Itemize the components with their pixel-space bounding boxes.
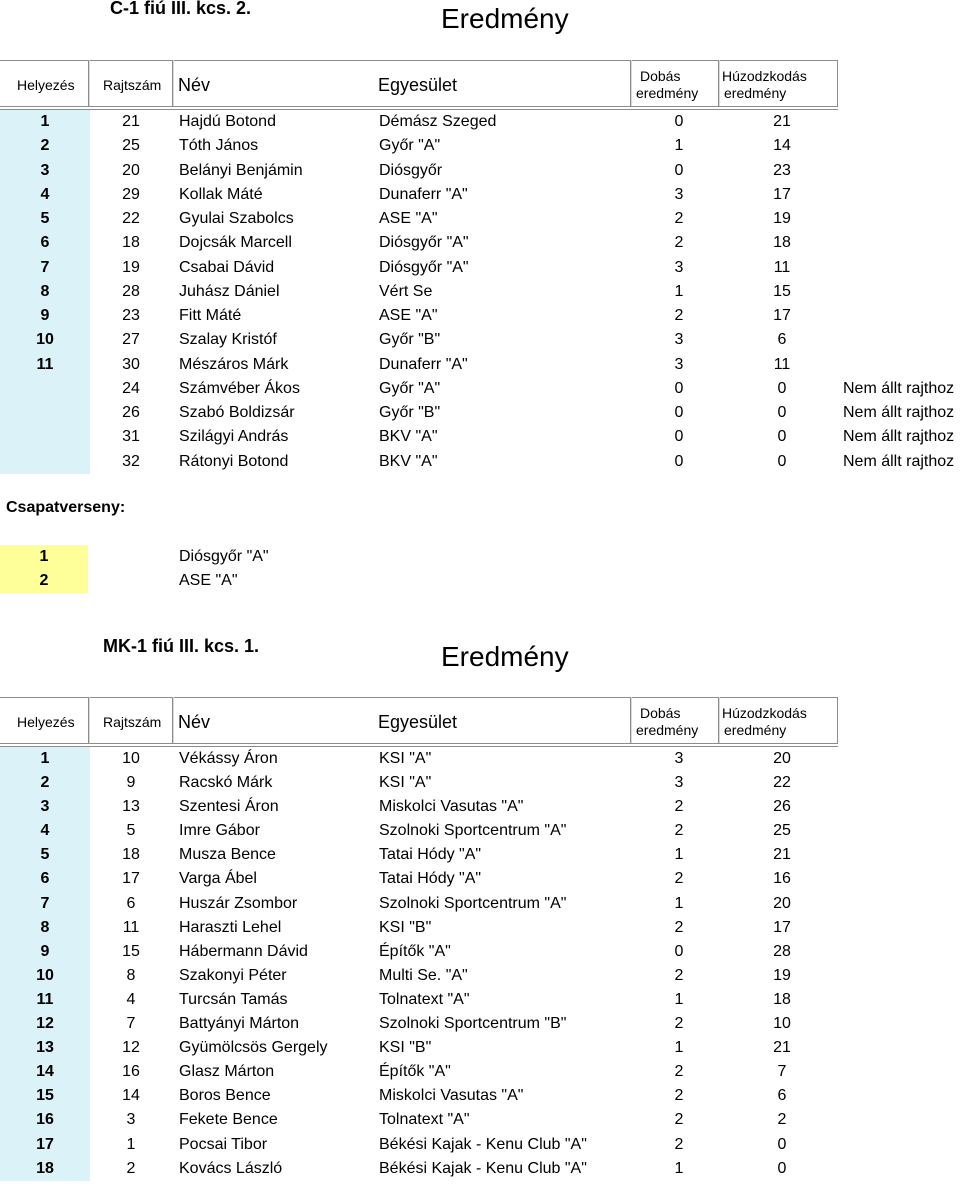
pullup-result-cell: 11 (773, 355, 791, 373)
bib-number-cell: 5 (126, 822, 136, 840)
competitor-name-cell: Gyümölcsös Gergely (179, 1039, 328, 1057)
pullup-result-cell: 2 (777, 1111, 787, 1129)
table-row (0, 134, 960, 158)
category-title: C-1 fiú III. kcs. 2. (110, 0, 252, 18)
placement-cell: 8 (40, 918, 50, 936)
column-header-throw-result (636, 68, 698, 102)
throw-result-cell: 1 (674, 990, 684, 1008)
pullup-result-cell: 21 (773, 113, 791, 130)
club-cell: ASE "A" (379, 307, 438, 324)
bib-number-cell: 26 (122, 404, 140, 421)
competitor-name-cell: Boros Bence (179, 1087, 271, 1105)
throw-result-cell: 0 (674, 428, 684, 446)
pullup-result-cell: 19 (773, 210, 791, 227)
team-results (0, 545, 500, 593)
bib-number-cell: 13 (122, 798, 140, 816)
results-heading: Eredmény (441, 3, 569, 34)
table-header (0, 60, 838, 110)
placement-cell: 5 (40, 210, 50, 227)
club-cell: KSI "A" (379, 750, 432, 767)
column-header-club: Egyesület (378, 75, 458, 95)
competitor-name-cell: Szakonyi Péter (179, 966, 287, 984)
placement-cell: 16 (36, 1111, 54, 1129)
club-cell: KSI "B" (379, 1039, 432, 1057)
column-header-throw-result (636, 705, 698, 739)
bib-number-cell: 4 (126, 990, 136, 1008)
club-cell: Démász Szeged (379, 113, 497, 130)
pullup-result-cell: 21 (773, 846, 791, 864)
throw-result-cell: 2 (674, 307, 684, 324)
placement-cell: 1 (40, 750, 50, 767)
status-note-cell: Nem állt rajthoz (843, 452, 955, 470)
table-body (0, 747, 960, 1181)
column-header-pullup-result (722, 705, 807, 739)
table-row (0, 1036, 960, 1060)
competitor-name-cell: Tóth János (179, 137, 259, 155)
pullup-result-cell: 10 (773, 1015, 791, 1033)
header-divider (719, 60, 720, 107)
column-header-bib-number: Rajtszám (103, 714, 162, 730)
competitor-name-cell: Huszár Zsombor (179, 894, 298, 912)
competitor-name-cell: Pocsai Tibor (179, 1135, 268, 1153)
column-header-throw-line2: eredmény (636, 85, 699, 101)
table-row (0, 819, 960, 843)
competitor-name-cell: Szabó Boldizsár (179, 404, 295, 421)
throw-result-cell: 0 (674, 161, 684, 179)
bib-number-cell: 2 (126, 1159, 136, 1177)
table-row (0, 988, 960, 1012)
team-placement-cell: 1 (0, 545, 88, 569)
results-heading: Eredmény (441, 641, 569, 672)
bib-number-cell: 17 (122, 870, 140, 888)
header-divider (89, 697, 90, 744)
competitor-name-cell: Racskó Márk (179, 774, 273, 792)
placement-cell: 12 (36, 1015, 54, 1033)
pullup-result-cell: 0 (777, 452, 787, 470)
bib-number-cell: 31 (122, 428, 140, 446)
club-cell: Békési Kajak - Kenu Club "A" (379, 1135, 587, 1153)
pullup-result-cell: 18 (773, 990, 791, 1008)
throw-result-cell: 1 (674, 894, 684, 912)
competitor-name-cell: Fitt Máté (179, 307, 242, 324)
column-header-throw-line1: Dobás (640, 68, 681, 84)
placement-cell: 7 (40, 894, 50, 912)
placement-cell: 3 (40, 161, 50, 179)
throw-result-cell: 2 (674, 1015, 684, 1033)
club-cell: Dunaferr "A" (379, 185, 468, 203)
bib-number-cell: 18 (122, 234, 140, 252)
competitor-name-cell: Csabai Dávid (179, 258, 275, 276)
pullup-result-cell: 0 (777, 428, 787, 446)
table-row (0, 231, 960, 255)
results-table (0, 60, 960, 474)
club-cell: Tatai Hódy "A" (379, 846, 482, 864)
pullup-result-cell: 26 (773, 798, 791, 816)
placement-cell: 15 (36, 1087, 54, 1105)
throw-result-cell: 2 (674, 798, 684, 816)
club-cell: Győr "A" (379, 137, 441, 155)
table-row (0, 207, 960, 231)
throw-result-cell: 3 (674, 185, 684, 203)
pullup-result-cell: 21 (773, 1039, 791, 1057)
table-row (0, 964, 960, 988)
bib-number-cell: 18 (122, 846, 140, 864)
placement-cell: 10 (36, 331, 54, 349)
placement-cell: 2 (40, 774, 50, 792)
throw-result-cell: 1 (674, 846, 684, 864)
throw-result-cell: 3 (674, 774, 684, 792)
club-cell: Szolnoki Sportcentrum "A" (379, 894, 567, 912)
club-cell: KSI "A" (379, 774, 432, 792)
placement-cell: 4 (40, 822, 50, 840)
placement-cell: 2 (40, 137, 50, 155)
placement-cell: 17 (36, 1135, 54, 1153)
table-row (0, 110, 960, 134)
club-cell: BKV "A" (379, 452, 438, 470)
club-cell: Tatai Hódy "A" (379, 870, 482, 888)
placement-cell: 11 (36, 355, 54, 373)
placement-cell: 13 (36, 1039, 54, 1057)
bib-number-cell: 7 (126, 1015, 136, 1033)
club-cell: Multi Se. "A" (379, 966, 468, 984)
pullup-result-cell: 14 (773, 137, 791, 155)
placement-cell: 5 (40, 846, 50, 864)
throw-result-cell: 2 (674, 870, 684, 888)
team-row (0, 569, 500, 593)
club-cell: Miskolci Vasutas "A" (379, 798, 524, 816)
club-cell: Tolnatext "A" (379, 990, 470, 1008)
pullup-result-cell: 23 (773, 161, 791, 179)
table-body (0, 110, 960, 474)
bib-number-cell: 8 (126, 966, 136, 984)
competitor-name-cell: Belányi Benjámin (179, 161, 303, 179)
bib-number-cell: 23 (122, 307, 140, 324)
bib-number-cell: 1 (126, 1135, 136, 1153)
pullup-result-cell: 17 (773, 185, 791, 203)
bib-number-cell: 20 (122, 161, 140, 179)
club-cell: Békési Kajak - Kenu Club "A" (379, 1159, 587, 1177)
pullup-result-cell: 17 (773, 307, 791, 324)
column-header-name: Név (178, 75, 211, 95)
throw-result-cell: 0 (674, 452, 684, 470)
pullup-result-cell: 25 (773, 822, 791, 840)
table-row (0, 867, 960, 891)
column-header-name: Név (178, 712, 211, 732)
placement-cell: 8 (40, 282, 50, 300)
table-row (0, 377, 960, 401)
club-cell: Diósgyőr "A" (379, 258, 469, 276)
competitor-name-cell: Fekete Bence (179, 1111, 278, 1129)
pullup-result-cell: 11 (773, 258, 791, 276)
throw-result-cell: 2 (674, 822, 684, 840)
column-header-placement: Helyezés (17, 714, 75, 730)
bib-number-cell: 22 (122, 210, 140, 227)
table-row (0, 159, 960, 183)
competitor-name-cell: Varga Ábel (179, 870, 257, 888)
club-cell: ASE "A" (379, 210, 438, 227)
placement-cell: 6 (40, 234, 50, 252)
placement-cell: 10 (36, 966, 54, 984)
team-competition-label: Csapatverseny: (6, 499, 126, 516)
throw-result-cell: 2 (674, 234, 684, 252)
status-note-cell: Nem állt rajthoz (843, 404, 955, 421)
competitor-name-cell: Haraszti Lehel (179, 918, 282, 936)
placement-cell: 1 (40, 113, 50, 130)
header-divider (631, 60, 632, 107)
competitor-name-cell: Szilágyi András (179, 428, 289, 446)
pullup-result-cell: 20 (773, 894, 791, 912)
table-row (0, 916, 960, 940)
throw-result-cell: 1 (674, 137, 684, 155)
competitor-name-cell: Imre Gábor (179, 822, 260, 840)
pullup-result-cell: 0 (777, 404, 787, 421)
club-cell: Szolnoki Sportcentrum "A" (379, 822, 567, 840)
competitor-name-cell: Vékássy Áron (179, 750, 278, 767)
club-cell: Építők "A" (379, 1063, 451, 1081)
pullup-result-cell: 22 (773, 774, 791, 792)
table-row (0, 771, 960, 795)
table-row (0, 425, 960, 449)
bib-number-cell: 29 (122, 185, 140, 203)
club-cell: Vért Se (379, 282, 433, 300)
throw-result-cell: 0 (674, 942, 684, 960)
placement-cell: 18 (36, 1159, 54, 1177)
bib-number-cell: 16 (122, 1063, 140, 1081)
table-row (0, 280, 960, 304)
placement-cell: 14 (36, 1063, 54, 1081)
competitor-name-cell: Juhász Dániel (179, 282, 280, 300)
throw-result-cell: 1 (674, 282, 684, 300)
category-title: MK-1 fiú III. kcs. 1. (103, 636, 260, 656)
throw-result-cell: 2 (674, 1135, 684, 1153)
competitor-name-cell: Kollak Máté (179, 185, 263, 203)
throw-result-cell: 3 (674, 355, 684, 373)
header-divider (837, 60, 838, 107)
table-row (0, 1012, 960, 1036)
team-row (0, 545, 500, 569)
table-row (0, 1133, 960, 1157)
table-row (0, 892, 960, 916)
throw-result-cell: 1 (674, 1159, 684, 1177)
table-row (0, 940, 960, 964)
club-cell: Szolnoki Sportcentrum "B" (379, 1015, 567, 1033)
pullup-result-cell: 18 (773, 234, 791, 252)
club-cell: Tolnatext "A" (379, 1111, 470, 1129)
table-row (0, 353, 960, 377)
bib-number-cell: 28 (122, 282, 140, 300)
placement-cell: 9 (40, 942, 50, 960)
table-row (0, 304, 960, 328)
placement-cell: 6 (40, 870, 50, 888)
header-divider (631, 697, 632, 744)
competitor-name-cell: Hábermann Dávid (179, 942, 308, 960)
pullup-result-cell: 16 (773, 870, 791, 888)
header-divider (173, 697, 174, 744)
bib-number-cell: 25 (122, 137, 140, 155)
bib-number-cell: 27 (122, 331, 140, 349)
throw-result-cell: 2 (674, 918, 684, 936)
competitor-name-cell: Rátonyi Botond (179, 452, 289, 470)
pullup-result-cell: 15 (773, 282, 791, 300)
throw-result-cell: 0 (674, 113, 684, 130)
placement-cell: 3 (40, 798, 50, 816)
competitor-name-cell: Mészáros Márk (179, 355, 289, 373)
club-cell: Miskolci Vasutas "A" (379, 1087, 524, 1105)
club-cell: Győr "B" (379, 404, 441, 421)
column-header-pullup-line2: eredmény (724, 85, 787, 101)
competitor-name-cell: Glasz Márton (179, 1063, 275, 1081)
throw-result-cell: 3 (674, 750, 684, 767)
throw-result-cell: 2 (674, 1063, 684, 1081)
competitor-name-cell: Hajdú Botond (179, 113, 276, 130)
club-cell: Győr "B" (379, 331, 441, 349)
competitor-name-cell: Battyányi Márton (179, 1015, 300, 1033)
bib-number-cell: 21 (122, 113, 140, 130)
bib-number-cell: 19 (122, 258, 140, 276)
header-divider (89, 60, 90, 107)
placement-cell: 4 (40, 185, 50, 203)
bib-number-cell: 30 (122, 355, 140, 373)
table-row (0, 328, 960, 352)
club-cell: Dunaferr "A" (379, 355, 468, 373)
status-note-cell: Nem állt rajthoz (843, 428, 955, 446)
table-row (0, 1084, 960, 1108)
competitor-name-cell: Szalay Kristóf (179, 331, 277, 349)
table-row (0, 183, 960, 207)
club-cell: Győr "A" (379, 379, 441, 397)
throw-result-cell: 2 (674, 1111, 684, 1129)
column-header-placement: Helyezés (17, 77, 75, 93)
table-row (0, 1060, 960, 1084)
pullup-result-cell: 17 (773, 918, 791, 936)
pullup-result-cell: 0 (777, 379, 787, 397)
team-club-cell: ASE "A" (179, 572, 238, 589)
throw-result-cell: 3 (674, 331, 684, 349)
club-cell: Diósgyőr "A" (379, 234, 469, 252)
column-header-throw-line2: eredmény (636, 722, 699, 738)
column-header-pullup-result (722, 68, 807, 102)
team-placement-cell: 2 (0, 569, 88, 593)
bib-number-cell: 14 (122, 1087, 140, 1105)
table-row (0, 256, 960, 280)
table-header (0, 697, 838, 747)
results-table (0, 697, 960, 1181)
bib-number-cell: 24 (122, 379, 140, 397)
table-row (0, 1157, 960, 1181)
column-header-club: Egyesület (378, 712, 458, 732)
team-club-cell: Diósgyőr "A" (179, 548, 269, 565)
pullup-result-cell: 6 (777, 1087, 787, 1105)
bib-number-cell: 6 (126, 894, 136, 912)
club-cell: Építők "A" (379, 942, 451, 960)
column-header-pullup-line1: Húzodzkodás (722, 705, 807, 721)
bib-number-cell: 11 (122, 918, 140, 936)
table-row (0, 795, 960, 819)
pullup-result-cell: 28 (773, 942, 791, 960)
pullup-result-cell: 19 (773, 966, 791, 984)
table-row (0, 450, 960, 474)
table-row (0, 1108, 960, 1132)
competitor-name-cell: Szentesi Áron (179, 798, 279, 816)
pullup-result-cell: 6 (777, 331, 787, 349)
table-row (0, 401, 960, 425)
club-cell: BKV "A" (379, 428, 438, 446)
pullup-result-cell: 0 (777, 1135, 787, 1153)
throw-result-cell: 3 (674, 258, 684, 276)
placement-cell: 7 (40, 258, 50, 276)
competitor-name-cell: Gyulai Szabolcs (179, 210, 294, 227)
bib-number-cell: 32 (122, 452, 140, 470)
throw-result-cell: 2 (674, 966, 684, 984)
placement-cell: 11 (36, 990, 54, 1008)
bib-number-cell: 15 (122, 942, 140, 960)
column-header-pullup-line1: Húzodzkodás (722, 68, 807, 84)
competitor-name-cell: Turcsán Tamás (179, 990, 288, 1008)
competitor-name-cell: Kovács László (179, 1159, 283, 1177)
pullup-result-cell: 0 (777, 1159, 787, 1177)
bib-number-cell: 10 (122, 750, 140, 767)
club-cell: Diósgyőr (379, 161, 443, 179)
table-row (0, 843, 960, 867)
throw-result-cell: 0 (674, 404, 684, 421)
column-header-throw-line1: Dobás (640, 705, 681, 721)
table-row (0, 747, 960, 771)
placement-cell: 9 (40, 307, 50, 324)
header-divider (837, 697, 838, 744)
column-header-bib-number: Rajtszám (103, 77, 162, 93)
column-header-pullup-line2: eredmény (724, 722, 787, 738)
bib-number-cell: 9 (126, 774, 136, 792)
throw-result-cell: 2 (674, 1087, 684, 1105)
competitor-name-cell: Musza Bence (179, 846, 276, 864)
bib-number-cell: 3 (126, 1111, 136, 1129)
throw-result-cell: 1 (674, 1039, 684, 1057)
header-divider (719, 697, 720, 744)
throw-result-cell: 0 (674, 379, 684, 397)
pullup-result-cell: 7 (777, 1063, 787, 1081)
header-divider (173, 60, 174, 107)
status-note-cell: Nem állt rajthoz (843, 379, 955, 397)
club-cell: KSI "B" (379, 918, 432, 936)
pullup-result-cell: 20 (773, 750, 791, 767)
throw-result-cell: 2 (674, 210, 684, 227)
competitor-name-cell: Dojcsák Marcell (179, 234, 292, 252)
competitor-name-cell: Számvéber Ákos (179, 379, 300, 397)
bib-number-cell: 12 (122, 1039, 140, 1057)
